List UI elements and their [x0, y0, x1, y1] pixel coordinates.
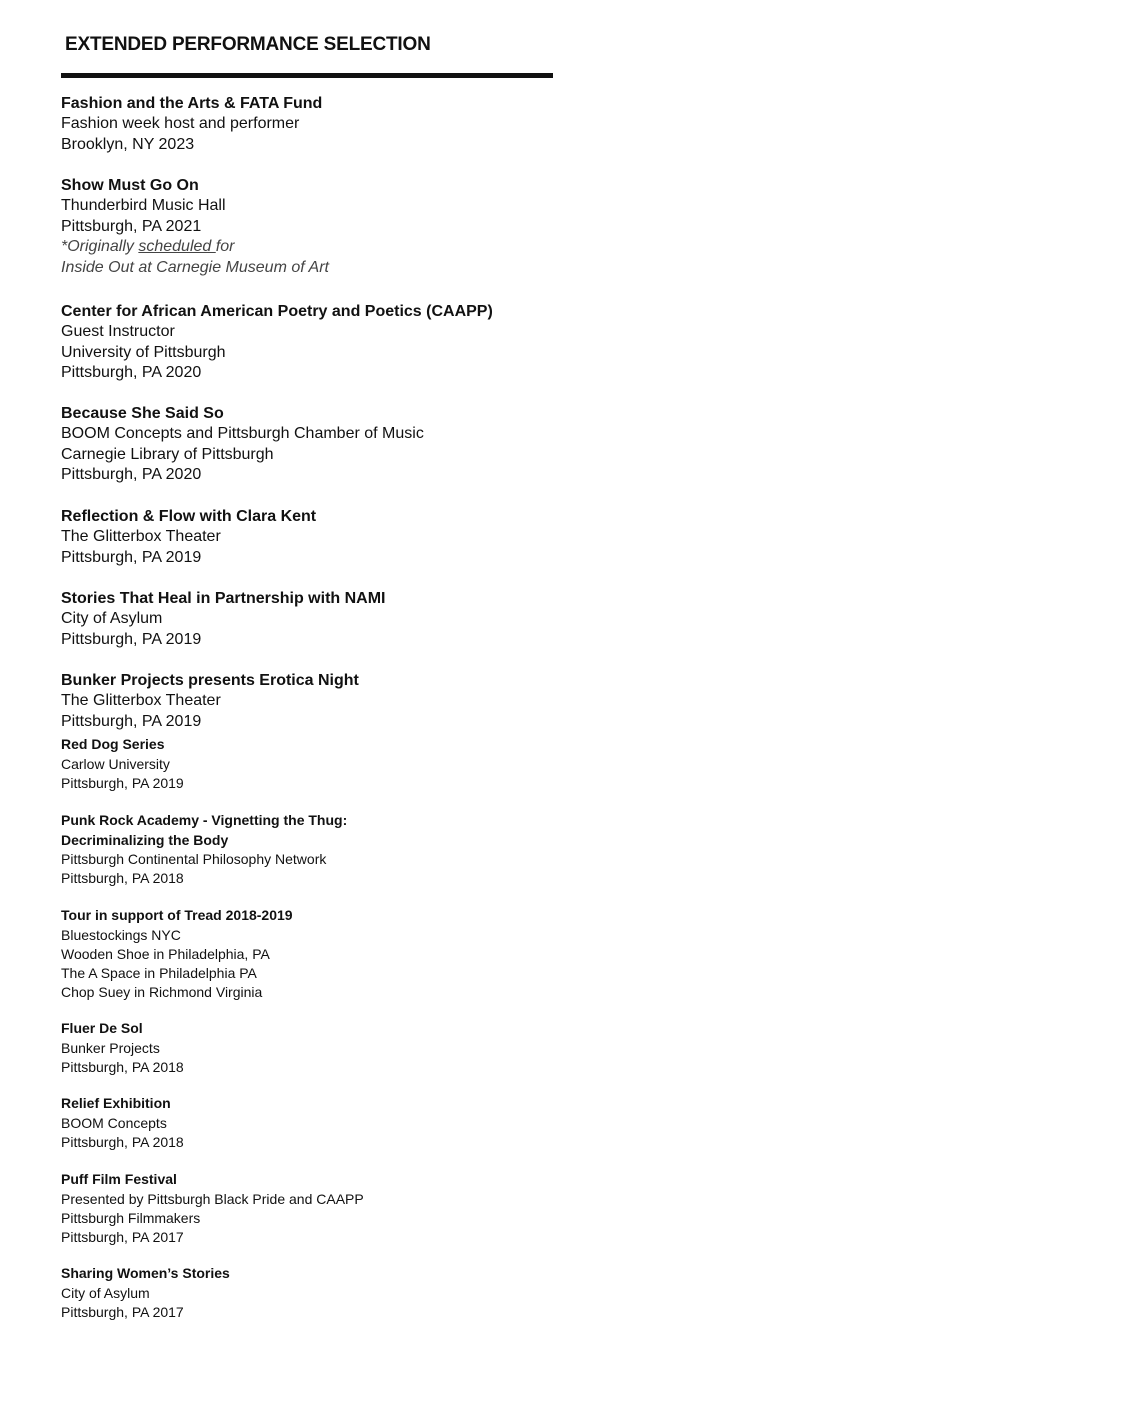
performance-entry: [61, 175, 329, 279]
performance-entry: [61, 811, 347, 888]
performance-entry: [61, 1019, 184, 1077]
entry-heading: Stories That Heal in Partnership with NAMI: [61, 590, 386, 607]
entry-heading: Because She Said So: [61, 405, 224, 422]
entry-note: [61, 237, 329, 258]
entry-venue: The Glitterbox Theater: [61, 692, 221, 709]
entry-location: Pittsburgh, PA 2018: [61, 870, 184, 886]
performance-entry: [61, 1094, 184, 1152]
entry-detail: Guest Instructor: [61, 323, 175, 340]
entry-venue: BOOM Concepts: [61, 1114, 167, 1131]
entry-location: Pittsburgh, PA 2017: [61, 1303, 184, 1320]
performance-entry: [61, 403, 424, 486]
entry-location: Pittsburgh, PA 2019: [61, 774, 184, 791]
entry-venue: Pittsburgh Continental Philosophy Network: [61, 851, 327, 867]
performance-entry: [61, 588, 386, 650]
tour-stop: Chop Suey in Richmond Virginia: [61, 983, 263, 1000]
entry-venue: Thunderbird Music Hall: [61, 197, 226, 214]
entry-location: Pittsburgh, PA 2018: [61, 1058, 184, 1075]
entry-venue: Pittsburgh Filmmakers: [61, 1209, 201, 1226]
performance-entry: [61, 506, 316, 568]
entry-note-line2: Inside Out at Carnegie Museum of Art: [61, 259, 329, 277]
entry-location: Pittsburgh, PA 2019: [61, 548, 202, 566]
performance-entry: [61, 301, 493, 384]
entry-detail: BOOM Concepts and Pittsburgh Chamber of Music: [61, 425, 424, 442]
entry-location: Pittsburgh, PA 2020: [61, 364, 202, 382]
entry-venue: Carnegie Library of Pittsburgh: [61, 445, 274, 463]
title-divider: [61, 73, 553, 78]
page-title: EXTENDED PERFORMANCE SELECTION: [65, 34, 431, 55]
entry-heading: Fluer De Sol: [61, 1020, 143, 1036]
entry-heading: Center for African American Poetry and Poetics (CAAPP): [61, 303, 493, 320]
entry-venue: University of Pittsburgh: [61, 343, 226, 361]
entry-location: Pittsburgh, PA 2021: [61, 217, 202, 235]
entry-location: Brooklyn, NY 2023: [61, 135, 195, 153]
entry-venue: Carlow University: [61, 755, 170, 772]
tour-stop: Bluestockings NYC: [61, 926, 181, 943]
performance-entry: [61, 1170, 364, 1247]
entry-heading: Reflection & Flow with Clara Kent: [61, 508, 317, 525]
entry-heading: Tour in support of Tread 2018-2019: [61, 907, 293, 923]
tour-stop: The A Space in Philadelphia PA: [61, 964, 257, 981]
performance-entry: [61, 906, 293, 1002]
tour-stop: Wooden Shoe in Philadelphia, PA: [61, 945, 270, 962]
entry-heading: Punk Rock Academy - Vignetting the Thug:: [61, 812, 348, 828]
entry-heading: Sharing Women’s Stories: [61, 1265, 230, 1281]
entry-heading: Bunker Projects presents Erotica Night: [61, 672, 359, 689]
performance-entry: [61, 735, 184, 793]
entry-venue: City of Asylum: [61, 610, 163, 627]
entry-location: Pittsburgh, PA 2017: [61, 1228, 184, 1245]
entry-detail: Presented by Pittsburgh Black Pride and CAAPP: [61, 1190, 364, 1207]
entry-location: Pittsburgh, PA 2019: [61, 630, 202, 648]
entry-location: Pittsburgh, PA 2019: [61, 712, 202, 730]
entry-venue: The Glitterbox Theater: [61, 528, 221, 545]
entry-heading: Fashion and the Arts & FATA Fund: [61, 95, 323, 112]
entry-heading: Relief Exhibition: [61, 1095, 171, 1111]
note-suffix: for: [215, 238, 235, 256]
note-prefix: *Originally: [61, 238, 139, 256]
entry-location: Pittsburgh, PA 2018: [61, 1133, 184, 1150]
entry-heading-line2: Decriminalizing the Body: [61, 831, 229, 848]
entry-location: Pittsburgh, PA 2020: [61, 466, 202, 484]
entry-detail: Fashion week host and performer: [61, 115, 300, 132]
entry-venue: City of Asylum: [61, 1284, 150, 1301]
note-underlined: scheduled: [138, 238, 216, 256]
entry-heading: Show Must Go On: [61, 177, 199, 194]
entry-heading: Puff Film Festival: [61, 1171, 177, 1187]
entry-heading: Red Dog Series: [61, 736, 165, 752]
performance-entry: [61, 670, 359, 732]
performance-entry: [61, 93, 322, 155]
performance-entry: [61, 1264, 230, 1322]
entry-venue: Bunker Projects: [61, 1039, 160, 1056]
